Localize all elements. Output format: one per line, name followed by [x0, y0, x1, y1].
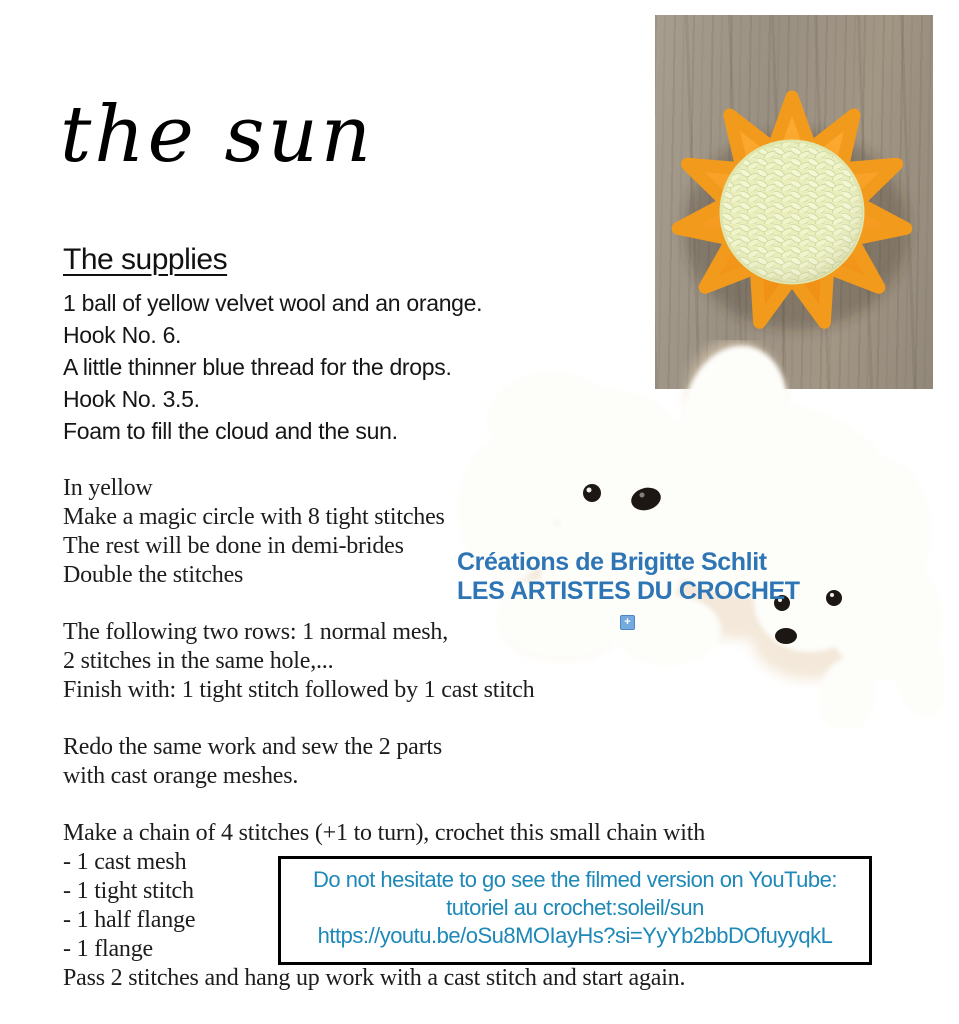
- instruction-line: - 1 cast mesh: [63, 849, 187, 875]
- expand-plus-icon[interactable]: +: [620, 615, 635, 630]
- youtube-link[interactable]: https://youtu.be/oSu8MOIayHs?si=YyYb2bbDOfuyyqkL: [317, 923, 833, 948]
- instruction-line: - 1 tight stitch: [63, 878, 194, 904]
- instruction-line: with cast orange meshes.: [63, 763, 299, 789]
- instruction-line: - 1 flange: [63, 936, 153, 962]
- instruction-line: 2 stitches in the same hole,...: [63, 648, 334, 674]
- supply-item: Hook No. 3.5.: [63, 386, 200, 412]
- sun-illustration: [655, 15, 933, 389]
- supply-item: A little thinner blue thread for the drops.: [63, 354, 452, 380]
- sun-disc-shading: [721, 141, 863, 283]
- paragraph-in-yellow: [63, 474, 823, 590]
- supply-item: 1 ball of yellow velvet wool and an orange.: [63, 290, 483, 316]
- supplies-heading: The supplies: [63, 243, 228, 276]
- instruction-line: The rest will be done in demi-brides: [63, 533, 404, 559]
- watermark-line1: Créations de Brigitte Schlit: [457, 548, 767, 576]
- supply-item: Hook No. 6.: [63, 322, 182, 348]
- instruction-line: Make a chain of 4 stitches (+1 to turn), crochet this small chain with: [63, 820, 706, 846]
- paragraph-rows: [63, 618, 823, 705]
- crocheted-sun-photo: [655, 15, 933, 389]
- supply-item: Foam to fill the cloud and the sun.: [63, 418, 398, 444]
- instruction-line: Redo the same work and sew the 2 parts: [63, 734, 442, 760]
- page-title: the sun: [60, 90, 375, 180]
- youtube-info-box: [278, 856, 872, 965]
- youtube-box-line1: Do not hesitate to go see the filmed version on YouTube:: [313, 867, 837, 892]
- watermark-line2: LES ARTISTES DU CROCHET: [457, 577, 800, 605]
- instruction-line: The following two rows: 1 normal mesh,: [63, 619, 449, 645]
- puppy-eye-right: [826, 590, 842, 606]
- instruction-line: - 1 half flange: [63, 907, 196, 933]
- paragraph-redo: [63, 733, 823, 791]
- instruction-line: Double the stitches: [63, 562, 244, 588]
- instruction-line: Pass 2 stitches and hang up work with a cast stitch and start again.: [63, 965, 686, 991]
- youtube-box-line2: tutoriel au crochet:soleil/sun: [446, 895, 704, 920]
- instruction-line: Make a magic circle with 8 tight stitches: [63, 504, 445, 530]
- instruction-line: In yellow: [63, 475, 153, 501]
- instruction-line: Finish with: 1 tight stitch followed by 1 cast stitch: [63, 677, 535, 703]
